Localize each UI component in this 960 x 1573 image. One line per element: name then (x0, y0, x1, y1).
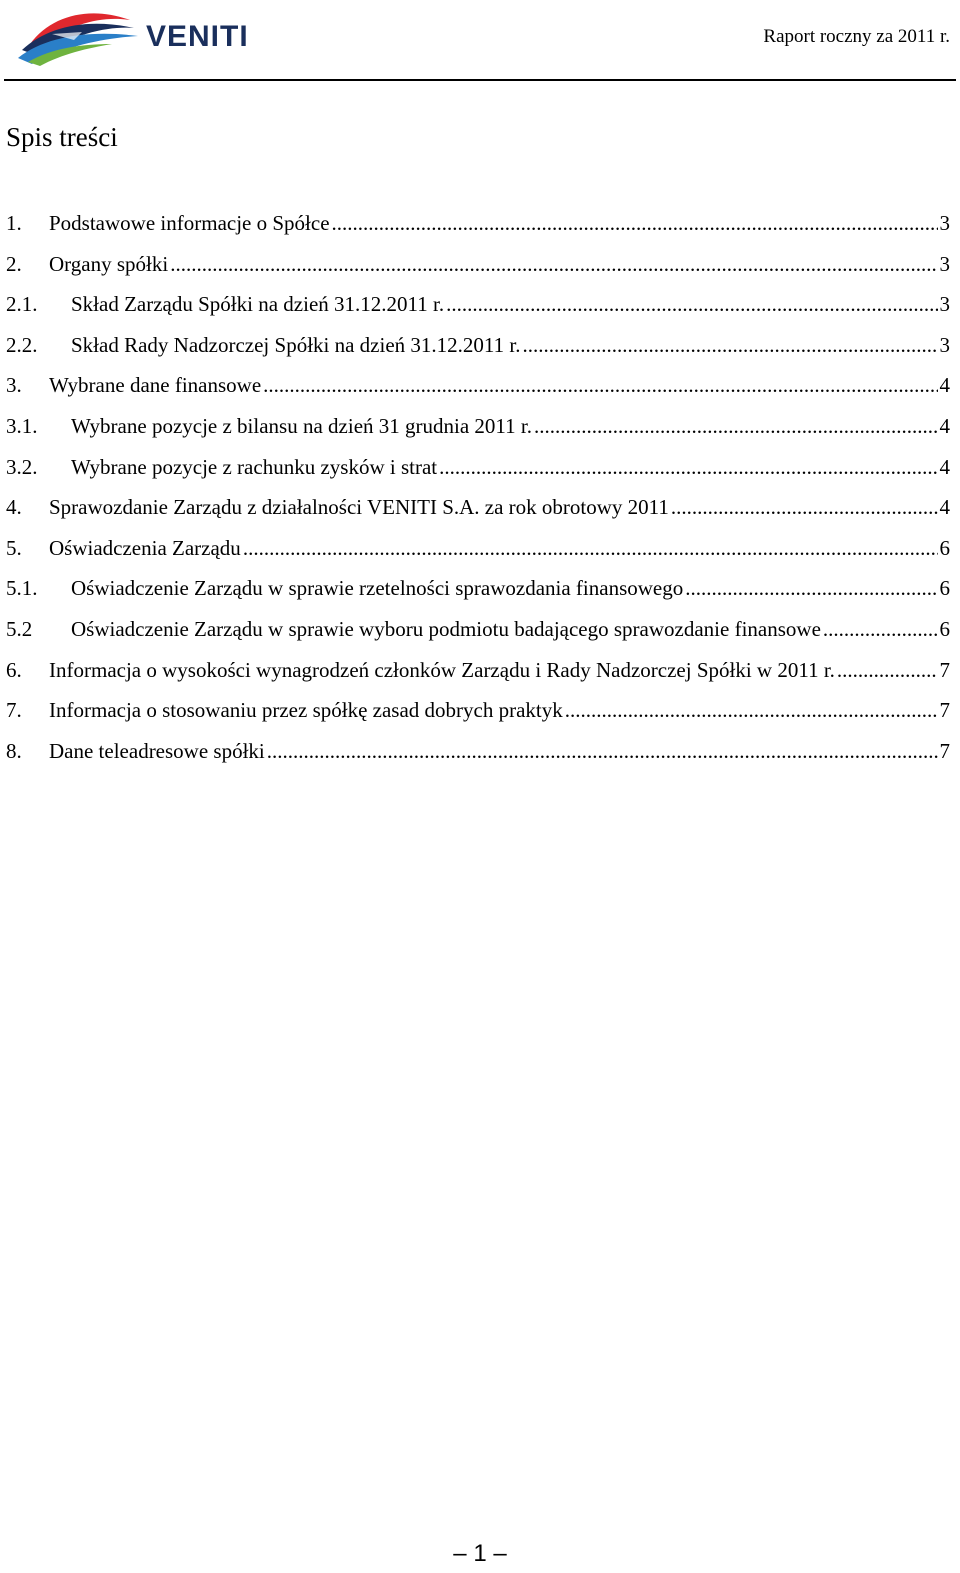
toc-entry-leader (534, 411, 938, 441)
toc-entry-title: Wybrane pozycje z bilansu na dzień 31 grudnia 2011 r. (71, 411, 534, 441)
toc-entry-number: 7. (6, 698, 22, 723)
toc-entry-title: Skład Rady Nadzorczej Spółki na dzień 31.12.2011 r. (71, 330, 522, 360)
toc-entry-page: 3 (939, 211, 950, 235)
toc-entry[interactable] (6, 614, 950, 655)
toc-entry-line (49, 736, 950, 766)
toc-entry-page: 4 (939, 454, 950, 479)
toc-entry-page: 4 (939, 373, 950, 398)
report-title: Raport roczny za 2011 r. (763, 26, 950, 47)
toc-entry-title: Oświadczenie Zarządu w sprawie rzetelności sprawozdania finansowego (71, 573, 685, 603)
toc-entry-page: 6 (939, 576, 950, 601)
toc-entry[interactable] (6, 411, 950, 452)
toc-entry-leader (565, 695, 938, 725)
toc-entry[interactable] (6, 289, 950, 330)
toc-entry-number: 2.1. (6, 292, 38, 317)
toc-entry-page: 7 (939, 698, 950, 723)
toc-entry-leader (685, 573, 937, 603)
toc-entry-line (71, 452, 950, 482)
toc-entry-title: Podstawowe informacje o Spółce (49, 208, 332, 238)
toc-entry-title: Wybrane pozycje z rachunku zysków i strat (71, 452, 439, 482)
toc-entry-leader (837, 655, 938, 685)
toc-entry[interactable] (6, 208, 950, 249)
toc-entry-line (49, 655, 950, 685)
header-divider (4, 79, 956, 81)
toc-entry-title: Oświadczenia Zarządu (49, 533, 243, 563)
toc-entry-title: Dane teleadresowe spółki (49, 736, 267, 766)
toc-entry-title: Sprawozdanie Zarządu z działalności VENITI S.A. za rok obrotowy 2011 (49, 492, 671, 522)
toc-entry[interactable] (6, 492, 950, 533)
toc-entry-number: 3.1. (6, 413, 38, 438)
toc-entry-page: 6 (939, 535, 950, 560)
toc-entry-leader (439, 452, 937, 482)
toc-entry[interactable] (6, 695, 950, 736)
toc-entry-page: 4 (939, 495, 950, 520)
toc-entry-leader (243, 533, 938, 563)
page-number: – 1 – (453, 1540, 507, 1567)
toc-entry-number: 6. (6, 657, 22, 682)
toc-entry-page: 6 (939, 616, 950, 641)
toc-entry-page: 7 (939, 657, 950, 682)
toc-entry-title: Informacja o stosowaniu przez spółkę zasad dobrych praktyk (49, 695, 565, 725)
toc-entry[interactable] (6, 330, 950, 371)
logo-wordmark: VENITI (146, 20, 249, 53)
toc-entry-line (49, 249, 950, 279)
toc-entry-number: 3. (6, 373, 22, 398)
toc-entry[interactable] (6, 655, 950, 696)
toc-entry-line (71, 573, 950, 603)
toc-entry-number: 2. (6, 251, 22, 276)
toc-entry-line (49, 695, 950, 725)
toc-entry-leader (671, 492, 938, 522)
toc-entry-leader (446, 289, 937, 319)
toc-entry-line (49, 492, 950, 522)
toc-entry-number: 5.1. (6, 576, 38, 601)
toc-entry-line (49, 533, 950, 563)
toc-entry-page: 4 (939, 413, 950, 438)
toc-entry-title: Wybrane dane finansowe (49, 370, 263, 400)
toc-entry-number: 1. (6, 211, 22, 235)
toc-entry-title: Oświadczenie Zarządu w sprawie wyboru podmiotu badającego sprawozdanie finansowe (71, 614, 823, 644)
toc-entry-page: 3 (939, 332, 950, 357)
toc-entry-leader (823, 614, 938, 644)
toc-entry-line (49, 370, 950, 400)
table-of-contents (6, 208, 950, 776)
toc-entry-line (71, 330, 950, 360)
toc-entry-number: 5. (6, 535, 22, 560)
toc-entry-number: 3.2. (6, 454, 38, 479)
toc-entry-title: Organy spółki (49, 249, 170, 279)
toc-entry[interactable] (6, 249, 950, 290)
veniti-logo (12, 4, 262, 68)
toc-entry-number: 5.2 (6, 616, 33, 641)
page-header (0, 0, 960, 82)
toc-entry[interactable] (6, 533, 950, 574)
toc-entry-number: 8. (6, 738, 22, 763)
toc-entry-leader (170, 249, 937, 279)
toc-entry-line (71, 614, 950, 644)
toc-entry-line (71, 411, 950, 441)
toc-entry-title: Skład Zarządu Spółki na dzień 31.12.2011 r. (71, 289, 446, 319)
toc-entry-title: Informacja o wysokości wynagrodzeń członków Zarządu i Rady Nadzorczej Spółki w 2011 r. (49, 655, 837, 685)
toc-entry[interactable] (6, 452, 950, 493)
toc-entry[interactable] (6, 736, 950, 777)
toc-entry-page: 3 (939, 251, 950, 276)
toc-heading: Spis treści (6, 122, 118, 152)
toc-entry-page: 3 (939, 292, 950, 317)
toc-entry-line (71, 289, 950, 319)
toc-entry-leader (332, 208, 938, 238)
toc-entry-leader (522, 330, 937, 360)
toc-entry-page: 7 (939, 738, 950, 763)
toc-entry-leader (263, 370, 937, 400)
toc-entry-number: 2.2. (6, 332, 38, 357)
toc-entry[interactable] (6, 370, 950, 411)
logo-swoosh-icon (18, 13, 138, 66)
toc-entry-line (49, 208, 950, 238)
toc-entry-number: 4. (6, 495, 22, 520)
toc-entry[interactable] (6, 573, 950, 614)
toc-entry-leader (267, 736, 938, 766)
